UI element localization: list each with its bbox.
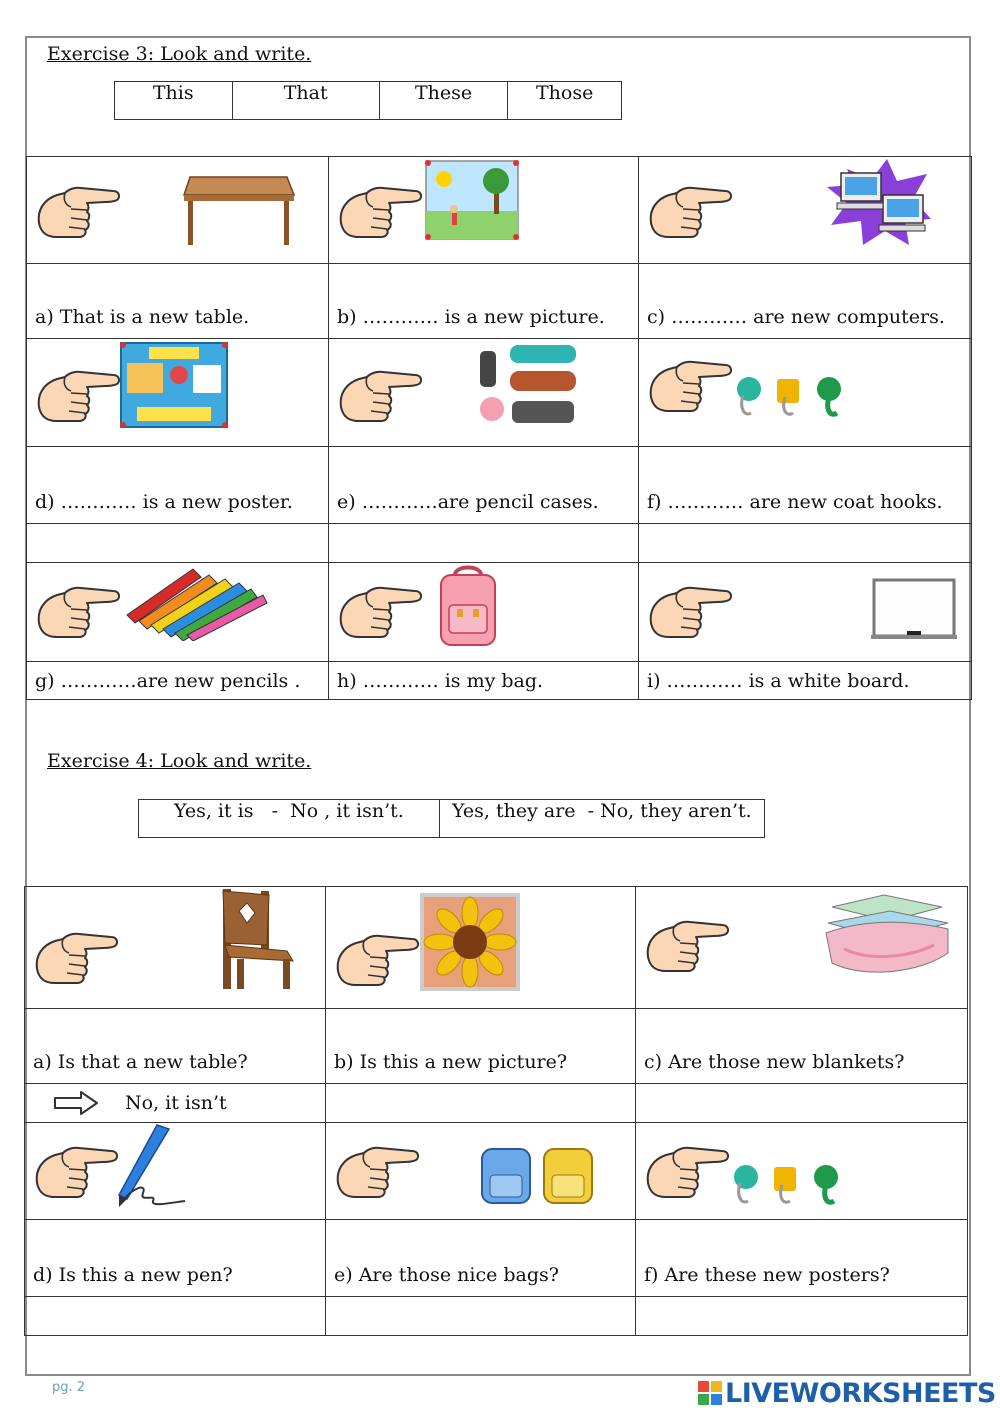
word-bank-that: That <box>232 82 379 120</box>
word-bank-this: This <box>115 82 233 120</box>
pointing-hand-icon <box>35 363 125 425</box>
pointing-hand-icon <box>337 363 427 425</box>
exercise4-word-bank <box>138 799 765 838</box>
word-bank-singular: Yes, it is - No , it isn’t. <box>139 800 440 838</box>
question-d: d) Is this a new pen? <box>33 1264 233 1286</box>
sentence-cell-f <box>639 447 972 524</box>
picture-cell-h <box>329 563 639 662</box>
sentence-cell-b <box>329 264 639 339</box>
answer-cell-a <box>25 1084 326 1123</box>
sentence-c[interactable]: c) ………… are new computers. <box>647 306 945 328</box>
liveworksheets-logo-icon <box>698 1381 722 1405</box>
park-picture <box>424 159 520 241</box>
exercise4-title: Exercise 4: Look and write. <box>47 750 312 772</box>
pencils-picture <box>123 563 268 641</box>
pointing-hand-icon <box>647 353 737 415</box>
bag-picture <box>435 565 501 647</box>
exercise3-title: Exercise 3: Look and write. <box>47 43 312 65</box>
picture-cell-4f <box>636 1123 968 1220</box>
exercise3-word-bank <box>114 81 622 120</box>
question-e: e) Are those nice bags? <box>334 1264 559 1286</box>
answer-cell-f[interactable] <box>636 1297 968 1336</box>
pointing-hand-icon <box>33 1139 123 1201</box>
picture-cell-c <box>639 157 972 264</box>
bags-picture <box>478 1143 596 1205</box>
word-bank-plural: Yes, they are - No, they aren’t. <box>439 800 764 838</box>
picture-cell-4a <box>25 887 326 1009</box>
exercise3-grid <box>26 156 972 700</box>
sentence-cell-g <box>27 662 329 700</box>
word-bank-those: Those <box>508 82 622 120</box>
computers-picture <box>827 159 933 245</box>
sentence-b[interactable]: b) ………… is a new picture. <box>337 306 605 328</box>
sentence-g[interactable]: g) …………are new pencils . <box>35 669 301 692</box>
question-a: a) Is that a new table? <box>33 1051 248 1073</box>
sentence-cell-c <box>639 264 972 339</box>
poster-picture <box>119 341 229 429</box>
picture-cell-a <box>27 157 329 264</box>
hooks-picture <box>732 1161 844 1211</box>
answer-a: No, it isn’t <box>125 1092 227 1114</box>
picture-cell-b <box>329 157 639 264</box>
question-cell-d <box>25 1220 326 1297</box>
sentence-cell-a <box>27 264 329 339</box>
pen-picture <box>113 1123 187 1209</box>
answer-line-a <box>25 1090 325 1116</box>
question-c: c) Are those new blankets? <box>644 1051 905 1073</box>
answer-cell-e[interactable] <box>326 1297 636 1336</box>
sentence-f[interactable]: f) ………… are new coat hooks. <box>647 491 943 513</box>
question-cell-c <box>636 1009 968 1084</box>
picture-cell-g <box>27 563 329 662</box>
page-number: pg. 2 <box>52 1380 86 1395</box>
spacer-cell <box>639 524 972 563</box>
pointing-hand-icon <box>647 179 737 241</box>
pointing-hand-icon <box>644 1139 734 1201</box>
spacer-cell <box>27 524 329 563</box>
liveworksheets-logo[interactable] <box>698 1378 996 1408</box>
pointing-hand-icon <box>334 927 424 989</box>
sunflower-picture <box>420 893 520 991</box>
picture-cell-i <box>639 563 972 662</box>
picture-cell-4c <box>636 887 968 1009</box>
right-arrow-icon <box>53 1090 101 1116</box>
sentence-cell-i <box>639 662 972 700</box>
picture-cell-d <box>27 339 329 447</box>
question-cell-e <box>326 1220 636 1297</box>
sentence-h[interactable]: h) ………… is my bag. <box>337 669 544 692</box>
exercise4-grid <box>24 886 968 1336</box>
sentence-e[interactable]: e) …………are pencil cases. <box>337 491 599 513</box>
picture-cell-e <box>329 339 639 447</box>
pointing-hand-icon <box>337 179 427 241</box>
question-cell-b <box>326 1009 636 1084</box>
whiteboard-picture <box>871 577 957 643</box>
sentence-a: a) That is a new table. <box>35 306 250 328</box>
pointing-hand-icon <box>337 579 427 641</box>
pointing-hand-icon <box>35 579 125 641</box>
table-picture <box>182 163 297 248</box>
answer-cell-c[interactable] <box>636 1084 968 1123</box>
question-cell-a <box>25 1009 326 1084</box>
pointing-hand-icon <box>33 925 123 987</box>
sentence-cell-e <box>329 447 639 524</box>
sentence-cell-d <box>27 447 329 524</box>
word-bank-these: These <box>379 82 508 120</box>
answer-cell-b[interactable] <box>326 1084 636 1123</box>
chair-picture <box>217 887 297 993</box>
picture-cell-4e <box>326 1123 636 1220</box>
picture-cell-4b <box>326 887 636 1009</box>
sentence-i[interactable]: i) ………… is a white board. <box>647 669 910 692</box>
brand-name: LIVEWORKSHEETS <box>725 1377 996 1409</box>
question-cell-f <box>636 1220 968 1297</box>
coat-hooks-picture <box>735 373 847 423</box>
pointing-hand-icon <box>334 1139 424 1201</box>
spacer-cell <box>329 524 639 563</box>
picture-cell-4d <box>25 1123 326 1220</box>
blankets-picture <box>824 893 952 983</box>
picture-cell-f <box>639 339 972 447</box>
pointing-hand-icon <box>644 913 734 975</box>
sentence-d[interactable]: d) ………… is a new poster. <box>35 491 293 513</box>
question-b: b) Is this a new picture? <box>334 1051 568 1073</box>
pointing-hand-icon <box>35 179 125 241</box>
pencil-cases-picture <box>474 343 584 427</box>
sentence-cell-h <box>329 662 639 700</box>
question-f: f) Are these new posters? <box>644 1264 890 1286</box>
pointing-hand-icon <box>647 579 737 641</box>
answer-cell-d[interactable] <box>25 1297 326 1336</box>
